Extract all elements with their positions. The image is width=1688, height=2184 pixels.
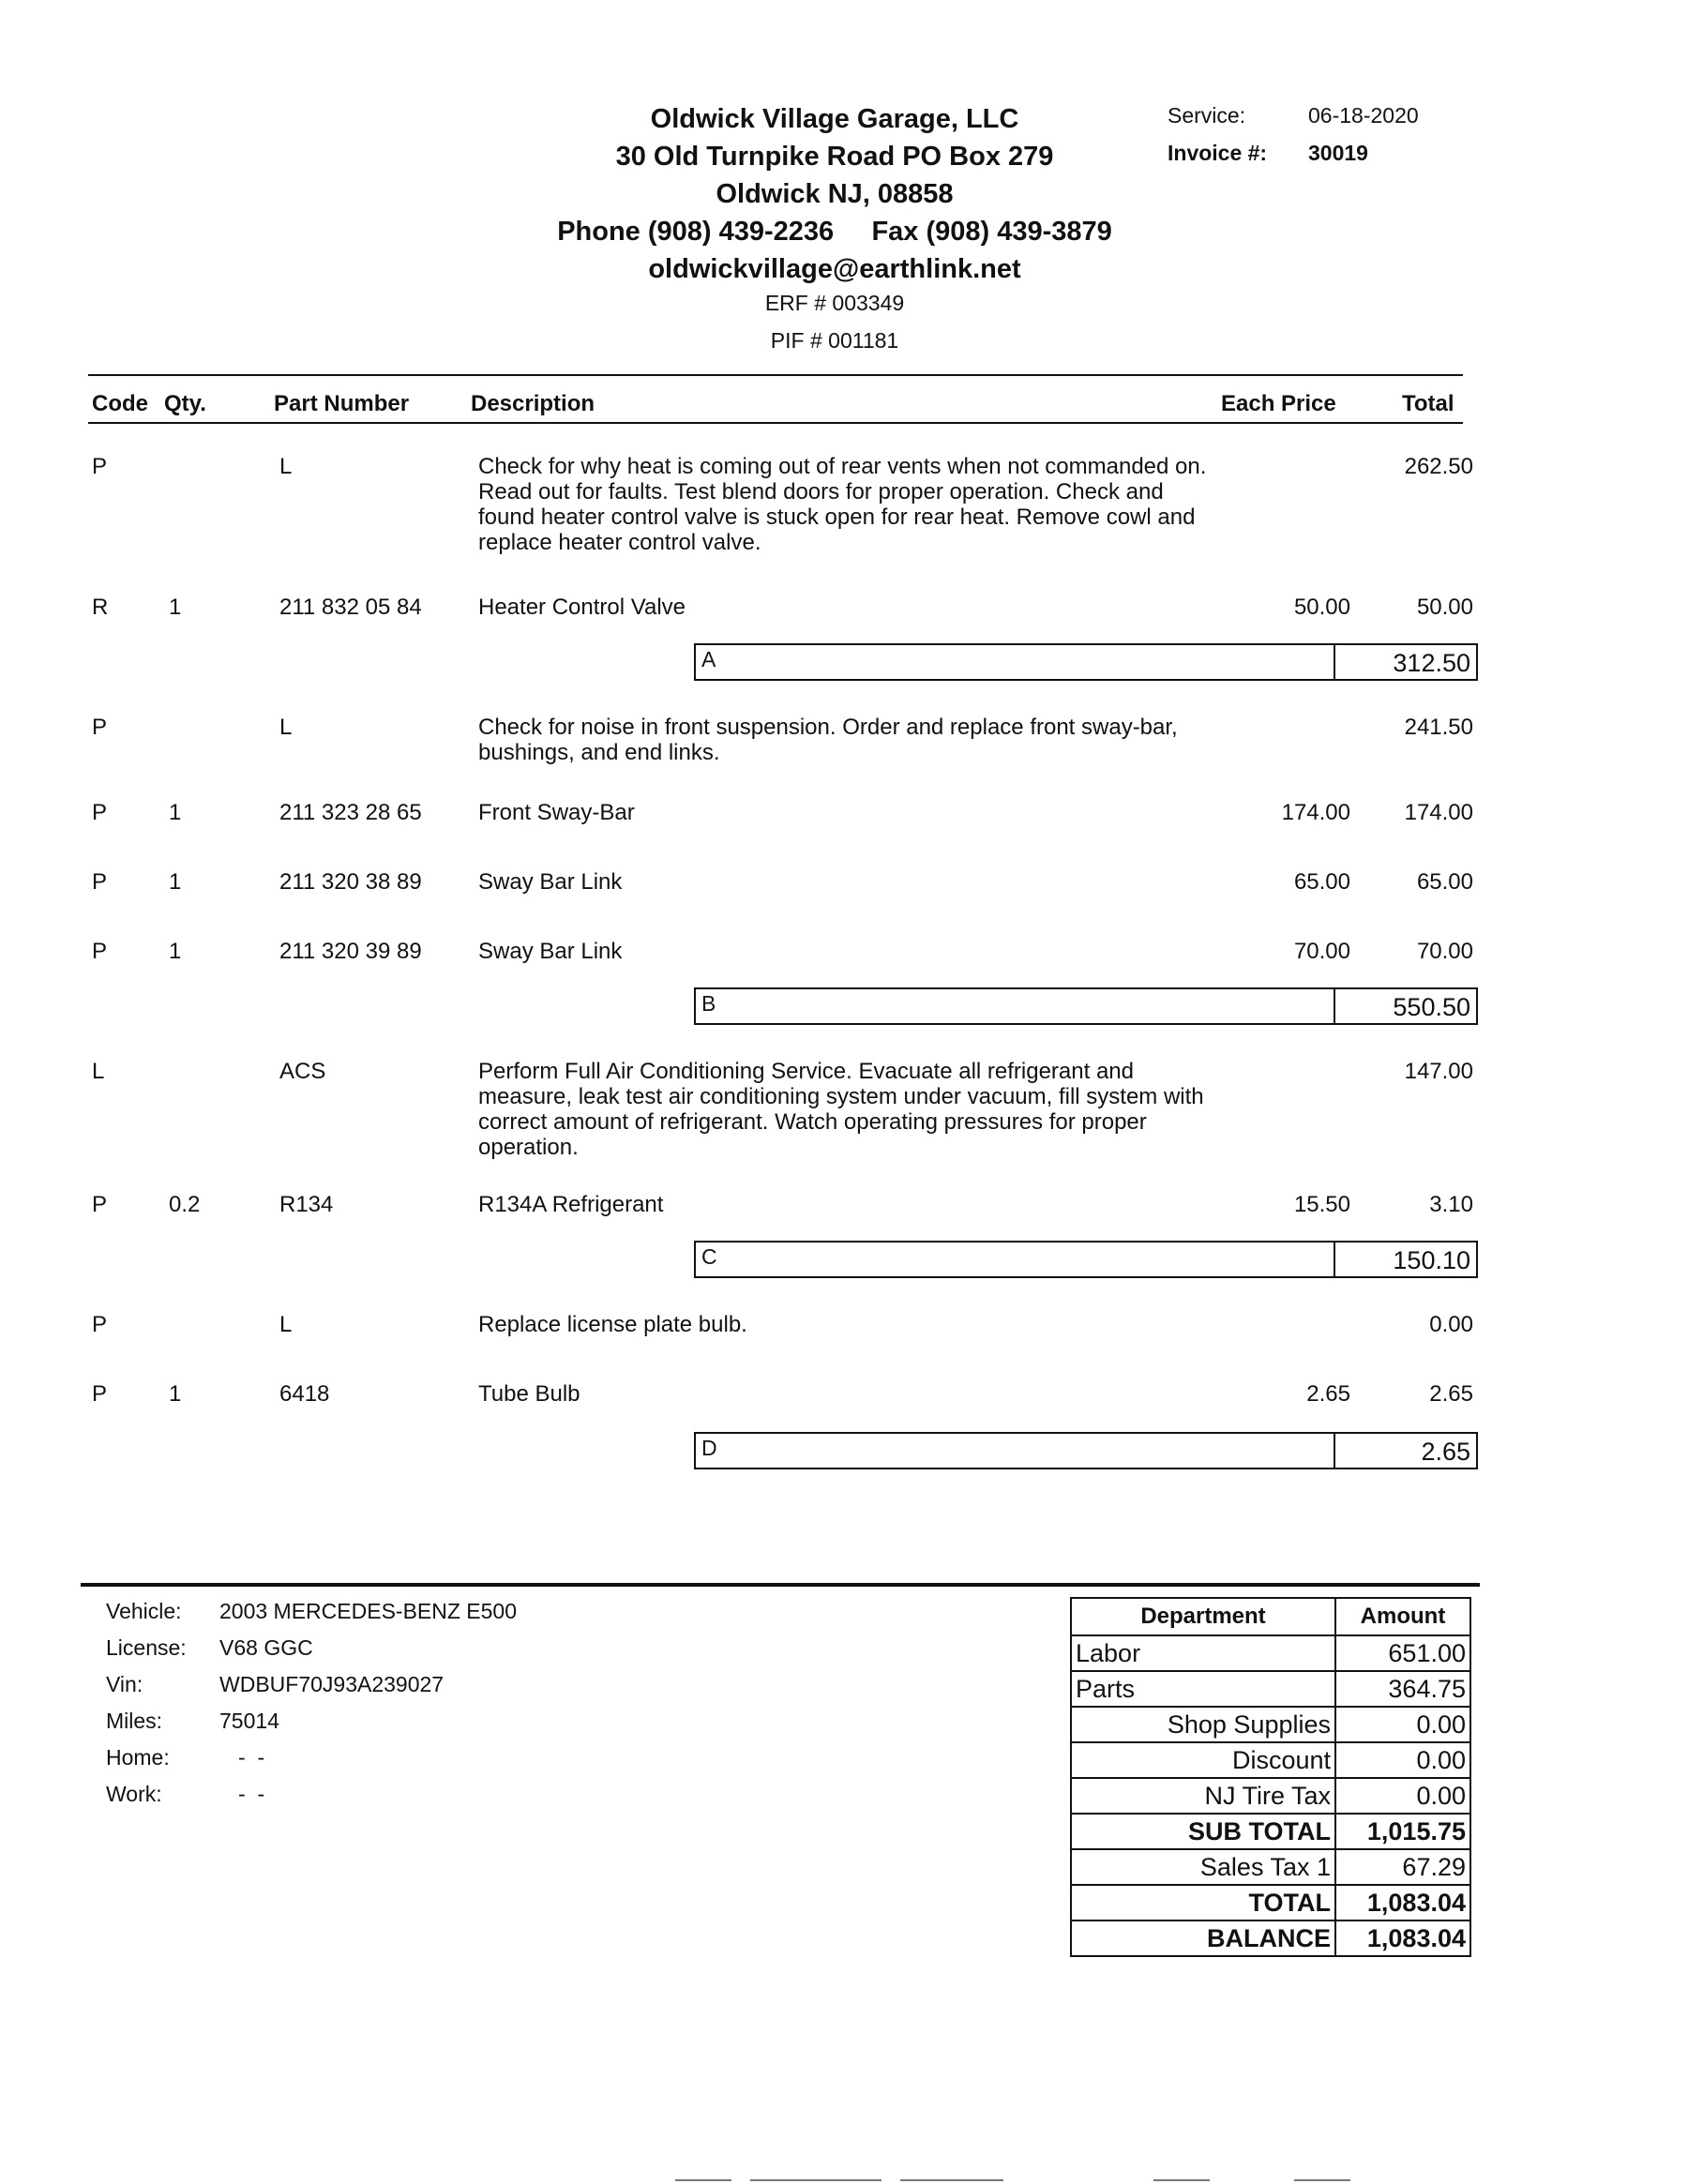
line-description: R134A Refrigerant [478, 1192, 664, 1217]
totals-amount: 1,083.04 [1335, 1885, 1470, 1920]
line-qty: 1 [169, 939, 182, 964]
vin-value: WDBUF70J93A239027 [219, 1672, 445, 1696]
totals-row-shop-supplies [1071, 1707, 1470, 1742]
totals-amount: 0.00 [1335, 1778, 1470, 1814]
subtotal-letter: C [701, 1244, 717, 1269]
header-bottom-rule [88, 422, 1463, 424]
line-qty: 1 [169, 800, 182, 825]
line-total: 174.00 [1404, 800, 1473, 825]
totals-label: SUB TOTAL [1071, 1814, 1335, 1849]
line-each-price: 174.00 [1281, 800, 1350, 825]
line-total: 3.10 [1429, 1192, 1473, 1217]
totals-row-total [1071, 1885, 1470, 1920]
line-description: Check for why heat is coming out of rear vents when not commanded on. Read out for faults. Test blend doors for proper operation. Check and found heater control valve is stuck open for rear heat. Remove cowl and replace heater control valve. [478, 454, 1207, 555]
col-each-price: Each Price [1221, 391, 1336, 416]
totals-amount: 364.75 [1335, 1671, 1470, 1707]
shop-address: 30 Old Turnpike Road PO Box 279 [615, 142, 1054, 172]
footer-rule [81, 1583, 1480, 1587]
totals-header-row [1071, 1598, 1470, 1635]
line-code: P [92, 454, 108, 479]
totals-label: Labor [1071, 1635, 1335, 1671]
subtotal-box [694, 643, 1478, 681]
service-date: 06-18-2020 [1308, 103, 1419, 128]
department-header: Department [1071, 1598, 1335, 1635]
line-total: 50.00 [1416, 595, 1473, 620]
totals-label: Sales Tax 1 [1071, 1849, 1335, 1885]
invoice-number: 30019 [1308, 141, 1368, 165]
home-value: - - [238, 1745, 265, 1770]
scan-artifact [750, 2179, 882, 2181]
col-code: Code [92, 391, 148, 416]
miles-value: 75014 [219, 1709, 279, 1733]
line-part-number: R134 [279, 1192, 334, 1217]
line-part-number: ACS [279, 1059, 326, 1084]
totals-label: BALANCE [1071, 1920, 1335, 1956]
subtotal-amount: 312.50 [1393, 649, 1470, 677]
line-code: P [92, 869, 108, 895]
col-total: Total [1402, 391, 1454, 416]
totals-label: TOTAL [1071, 1885, 1335, 1920]
totals-row-labor [1071, 1635, 1470, 1671]
vehicle-value: 2003 MERCEDES-BENZ E500 [219, 1599, 518, 1623]
license-label: License: [106, 1635, 187, 1660]
line-code: P [92, 939, 108, 964]
line-code: P [92, 1192, 108, 1217]
subtotal-amount: 550.50 [1393, 993, 1470, 1021]
totals-table [1070, 1597, 1471, 1957]
line-description: Sway Bar Link [478, 869, 623, 895]
line-part-number: L [279, 715, 293, 740]
amount-header: Amount [1335, 1598, 1470, 1635]
line-part-number: 211 320 38 89 [279, 869, 422, 895]
vin-label: Vin: [106, 1672, 143, 1696]
subtotal-letter: A [701, 647, 716, 671]
line-qty: 1 [169, 595, 182, 620]
home-label: Home: [106, 1745, 170, 1770]
line-description: Heater Control Valve [478, 595, 686, 620]
line-each-price: 15.50 [1293, 1192, 1350, 1217]
subtotal-amount: 2.65 [1421, 1438, 1470, 1466]
totals-amount: 651.00 [1335, 1635, 1470, 1671]
line-code: P [92, 715, 108, 740]
totals-row-balance [1071, 1920, 1470, 1956]
line-description: Tube Bulb [478, 1381, 580, 1407]
subtotal-letter: D [701, 1436, 717, 1460]
invoice-label: Invoice #: [1168, 141, 1268, 165]
col-part-number: Part Number [274, 391, 410, 416]
line-part-number: L [279, 454, 293, 479]
line-part-number: 6418 [279, 1381, 330, 1407]
shop-city: Oldwick NJ, 08858 [716, 179, 954, 209]
line-total: 65.00 [1416, 869, 1473, 895]
line-description: Front Sway-Bar [478, 800, 635, 825]
totals-row-nj-tire-tax [1071, 1778, 1470, 1814]
totals-label: Parts [1071, 1671, 1335, 1707]
line-each-price: 65.00 [1293, 869, 1350, 895]
work-label: Work: [106, 1782, 162, 1806]
line-qty: 1 [169, 1381, 182, 1407]
line-description: Check for noise in front suspension. Order and replace front sway-bar, bushings, and end links. [478, 715, 1178, 765]
line-part-number: L [279, 1312, 293, 1337]
service-label: Service: [1168, 103, 1246, 128]
work-value: - - [238, 1782, 265, 1806]
col-qty: Qty. [164, 391, 206, 416]
totals-amount: 67.29 [1335, 1849, 1470, 1885]
line-description: Replace license plate bulb. [478, 1312, 747, 1337]
license-value: V68 GGC [219, 1635, 313, 1660]
pif-number: PIF # 001181 [770, 328, 899, 353]
line-code: R [92, 595, 109, 620]
line-code: P [92, 1312, 108, 1337]
totals-amount: 1,015.75 [1335, 1814, 1470, 1849]
line-part-number: 211 323 28 65 [279, 800, 422, 825]
line-each-price: 70.00 [1293, 939, 1350, 964]
line-total: 147.00 [1404, 1059, 1473, 1084]
line-total: 70.00 [1416, 939, 1473, 964]
line-total: 0.00 [1429, 1312, 1473, 1337]
line-each-price: 2.65 [1306, 1381, 1350, 1407]
totals-amount: 0.00 [1335, 1707, 1470, 1742]
header-top-rule [88, 374, 1463, 376]
subtotal-box [694, 987, 1478, 1025]
line-total: 262.50 [1404, 454, 1473, 479]
vehicle-label: Vehicle: [106, 1599, 182, 1623]
shop-email: oldwickvillage@earthlink.net [648, 254, 1021, 284]
totals-label: NJ Tire Tax [1071, 1778, 1335, 1814]
line-total: 241.50 [1404, 715, 1473, 740]
scan-artifact [1294, 2179, 1350, 2181]
line-description: Sway Bar Link [478, 939, 623, 964]
totals-row-sales-tax [1071, 1849, 1470, 1885]
col-description: Description [471, 391, 595, 416]
line-code: P [92, 800, 108, 825]
line-description: Perform Full Air Conditioning Service. Evacuate all refrigerant and measure, leak test air conditioning system under vacuum, fill system with correct amount of refrigerant. Watch operating pressures for proper operation. [478, 1059, 1204, 1160]
shop-name: Oldwick Village Garage, LLC [650, 104, 1019, 134]
line-total: 2.65 [1429, 1381, 1473, 1407]
totals-row-sub-total [1071, 1814, 1470, 1849]
miles-label: Miles: [106, 1709, 163, 1733]
line-code: P [92, 1381, 108, 1407]
erf-number: ERF # 003349 [764, 291, 905, 315]
totals-label: Shop Supplies [1071, 1707, 1335, 1742]
totals-amount: 1,083.04 [1335, 1920, 1470, 1956]
subtotal-letter: B [701, 991, 716, 1016]
totals-label: Discount [1071, 1742, 1335, 1778]
scan-artifact [1153, 2179, 1210, 2181]
subtotal-box [694, 1241, 1478, 1278]
scan-artifact [900, 2179, 1003, 2181]
totals-row-discount [1071, 1742, 1470, 1778]
line-qty: 1 [169, 869, 182, 895]
totals-amount: 0.00 [1335, 1742, 1470, 1778]
line-qty: 0.2 [169, 1192, 201, 1217]
line-part-number: 211 320 39 89 [279, 939, 422, 964]
line-each-price: 50.00 [1293, 595, 1350, 620]
line-part-number: 211 832 05 84 [279, 595, 422, 620]
line-code: L [92, 1059, 105, 1084]
scan-artifact [675, 2179, 731, 2181]
shop-phone-fax: Phone (908) 439-2236 Fax (908) 439-3879 [557, 217, 1112, 247]
totals-row-parts [1071, 1671, 1470, 1707]
subtotal-amount: 150.10 [1393, 1246, 1470, 1274]
subtotal-box [694, 1432, 1478, 1469]
